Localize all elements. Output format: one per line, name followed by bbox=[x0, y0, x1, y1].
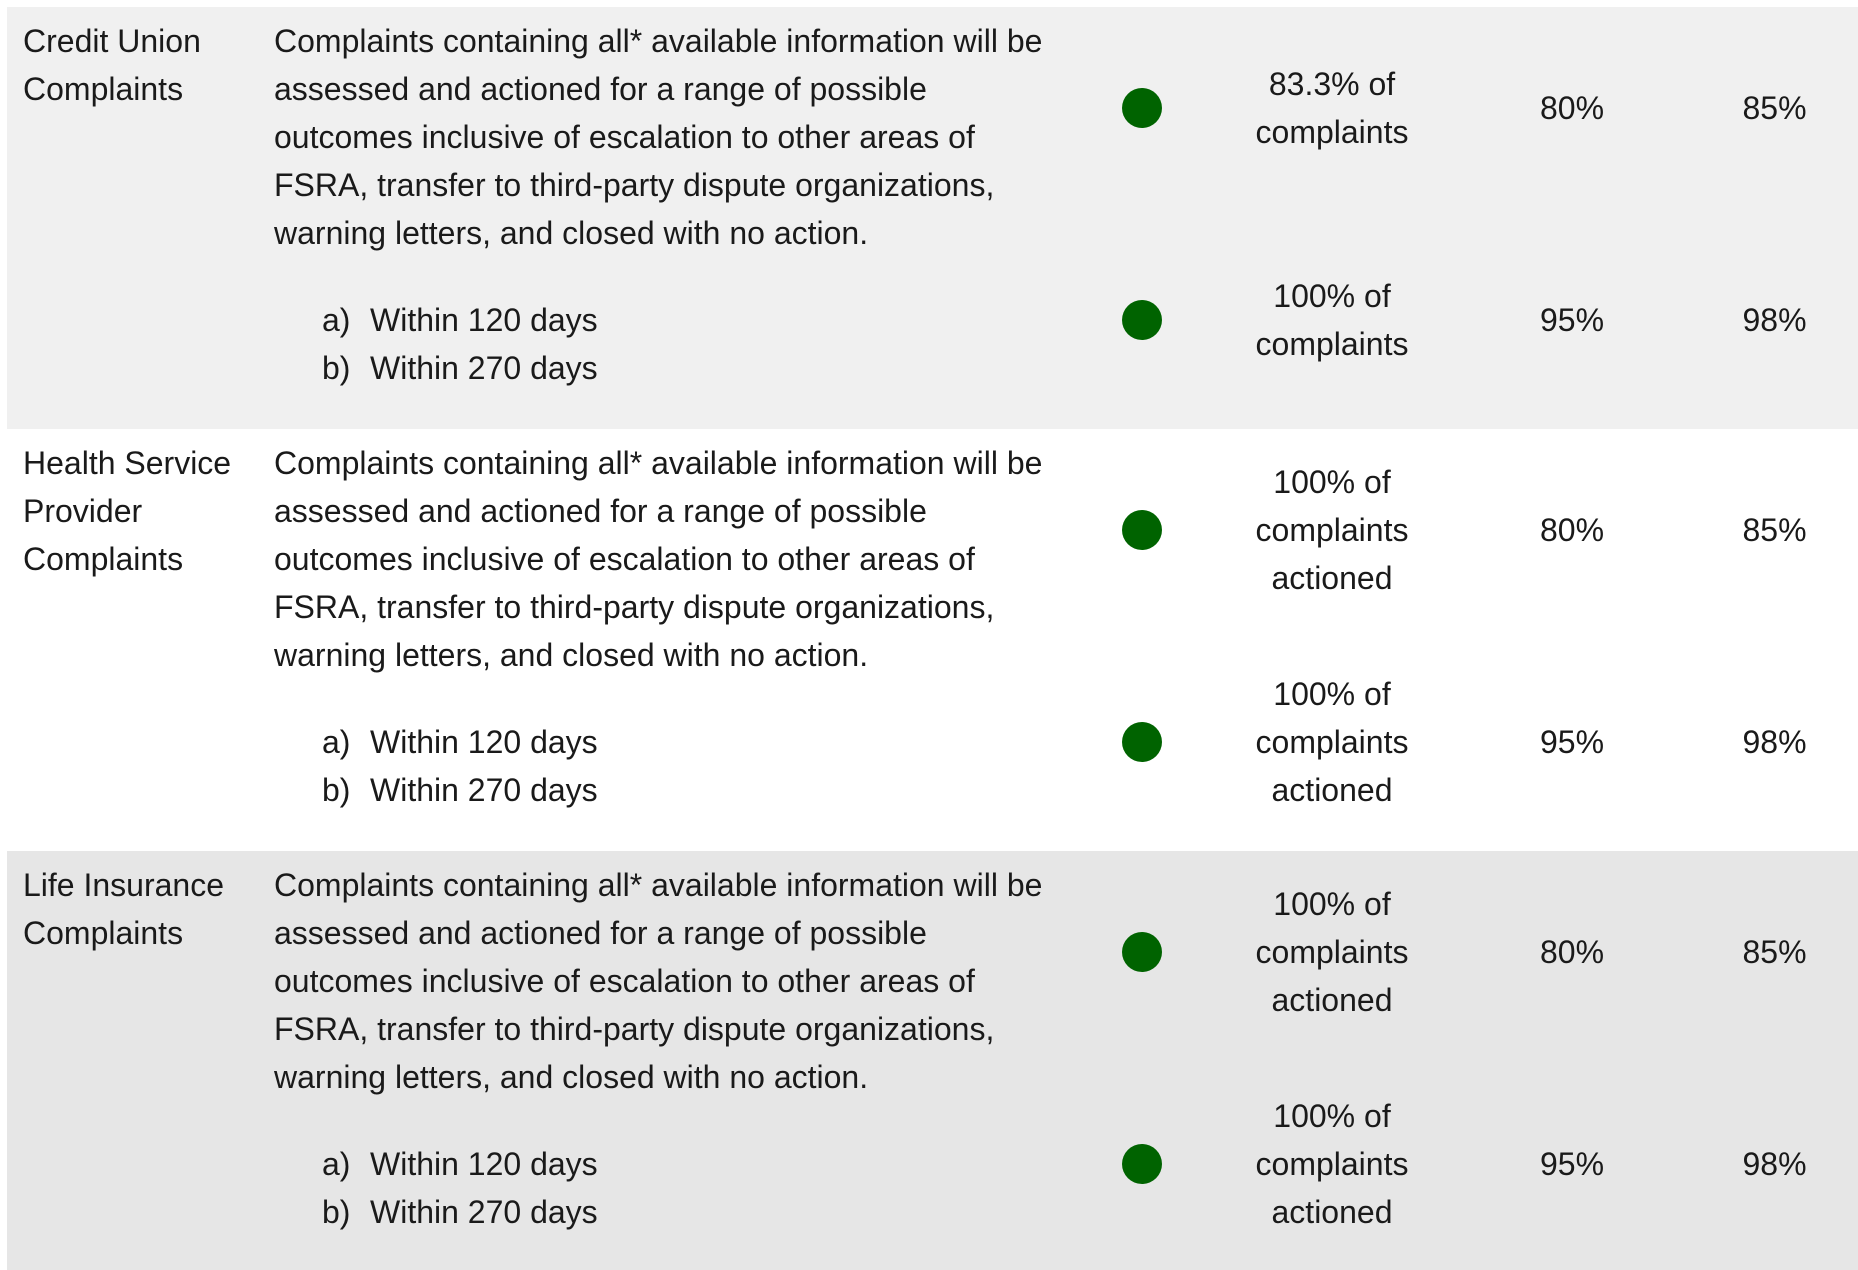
status-green-dot bbox=[1122, 1144, 1162, 1184]
list-marker: b) bbox=[322, 350, 351, 386]
table-section-life-insurance bbox=[7, 851, 1858, 1270]
list-marker: b) bbox=[322, 772, 351, 808]
standard-description: Complaints containing all* available information will be assessed and actioned for a range of possible outcomes inclusive of escalation to other areas of FSRA, transfer to third-party dispute organizations, warning letters, and closed with no action. bbox=[274, 445, 1043, 673]
timeline-list bbox=[322, 718, 598, 814]
list-item-text: Within 270 days bbox=[370, 772, 598, 808]
category-label: Credit Union Complaints bbox=[23, 23, 201, 107]
result-value: 100% of complaints actioned bbox=[1255, 464, 1409, 596]
stretch-target-value: 98% bbox=[1742, 302, 1807, 338]
category-label: Health Service Provider Complaints bbox=[23, 445, 232, 577]
target-value: 95% bbox=[1539, 724, 1605, 760]
timeline-list bbox=[322, 1140, 598, 1236]
list-item-text: Within 120 days bbox=[370, 724, 598, 760]
result-value: 100% of complaints actioned bbox=[1255, 1098, 1409, 1230]
target-value: 95% bbox=[1539, 1146, 1605, 1182]
table-section-health-service-provider bbox=[7, 429, 1858, 851]
stretch-target-value: 85% bbox=[1742, 934, 1807, 970]
list-marker: a) bbox=[322, 724, 351, 760]
list-item-text: Within 270 days bbox=[370, 350, 598, 386]
list-marker: a) bbox=[322, 1146, 351, 1182]
list-marker: a) bbox=[322, 302, 351, 338]
list-item bbox=[322, 344, 598, 392]
standard-description: Complaints containing all* available information will be assessed and actioned for a range of possible outcomes inclusive of escalation to other areas of FSRA, transfer to third-party dispute organizations, warning letters, and closed with no action. bbox=[274, 23, 1043, 251]
standard-description: Complaints containing all* available information will be assessed and actioned for a range of possible outcomes inclusive of escalation to other areas of FSRA, transfer to third-party dispute organizations, warning letters, and closed with no action. bbox=[274, 867, 1043, 1095]
stretch-target-value: 85% bbox=[1742, 512, 1807, 548]
table-section-credit-union bbox=[7, 7, 1858, 429]
target-value: 95% bbox=[1539, 302, 1605, 338]
list-item bbox=[322, 766, 598, 814]
result-value: 83.3% of complaints bbox=[1255, 66, 1409, 150]
list-item bbox=[322, 1140, 598, 1188]
target-value: 80% bbox=[1539, 90, 1605, 126]
status-green-dot bbox=[1122, 300, 1162, 340]
list-item bbox=[322, 1188, 598, 1236]
list-item bbox=[322, 718, 598, 766]
status-green-dot bbox=[1122, 932, 1162, 972]
result-value: 100% of complaints bbox=[1255, 278, 1409, 362]
list-item-text: Within 270 days bbox=[370, 1194, 598, 1230]
list-marker: b) bbox=[322, 1194, 351, 1230]
stretch-target-value: 85% bbox=[1742, 90, 1807, 126]
status-green-dot bbox=[1122, 510, 1162, 550]
list-item bbox=[322, 296, 598, 344]
stretch-target-value: 98% bbox=[1742, 724, 1807, 760]
stretch-target-value: 98% bbox=[1742, 1146, 1807, 1182]
result-value: 100% of complaints actioned bbox=[1255, 886, 1409, 1018]
result-value: 100% of complaints actioned bbox=[1255, 676, 1409, 808]
target-value: 80% bbox=[1539, 934, 1605, 970]
target-value: 80% bbox=[1539, 512, 1605, 548]
status-green-dot bbox=[1122, 722, 1162, 762]
list-item-text: Within 120 days bbox=[370, 1146, 598, 1182]
timeline-list bbox=[322, 296, 598, 392]
list-item-text: Within 120 days bbox=[370, 302, 598, 338]
status-green-dot bbox=[1122, 88, 1162, 128]
category-label: Life Insurance Complaints bbox=[23, 867, 225, 951]
